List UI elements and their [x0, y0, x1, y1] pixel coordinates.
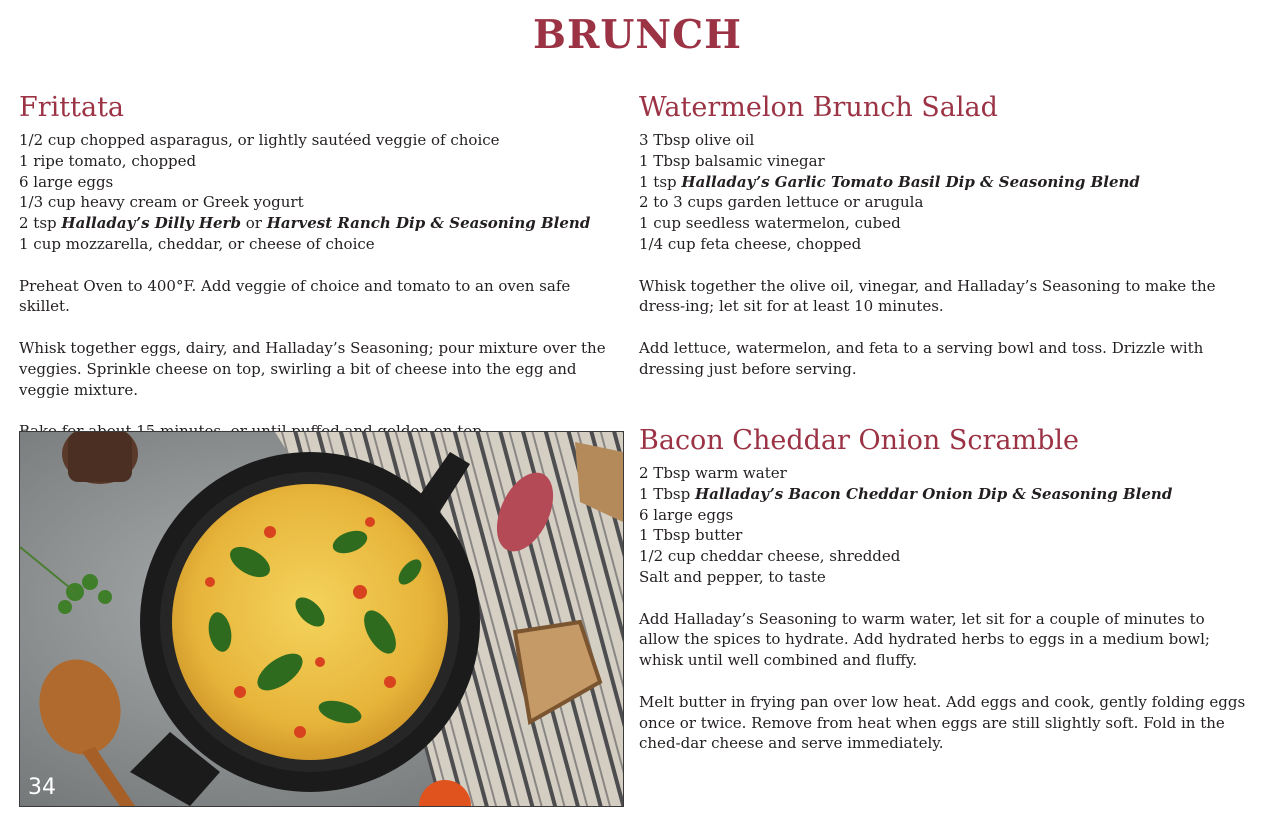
ingredient-qty: 2 tsp: [19, 214, 62, 233]
ingredient-qty: 1 tsp: [639, 172, 682, 191]
instruction-step: Whisk together the olive oil, vinegar, and Halladay’s Seasoning to make the dress-ing; let sit for at least 10 minutes.: [639, 276, 1216, 316]
ingredient-qty: 1 Tbsp: [639, 484, 695, 503]
ingredient-item: [19, 213, 619, 234]
recipe-title-frittata: Frittata: [19, 92, 125, 123]
ingredient-item: 1 Tbsp balsamic vinegar: [639, 151, 825, 170]
page-title: BRUNCH: [533, 12, 742, 58]
recipe-frittata: [19, 90, 619, 442]
recipe-title-watermelon: Watermelon Brunch Salad: [639, 92, 998, 123]
seasoning-name: Halladay’s Dilly Herb: [61, 214, 241, 233]
ingredient-item: 1/2 cup cheddar cheese, shredded: [639, 547, 901, 566]
ingredient-item: 1 cup seedless watermelon, cubed: [639, 214, 901, 233]
ingredient-item: 1/2 cup chopped asparagus, or lightly sautéed veggie of choice: [19, 131, 500, 149]
ingredient-item: 2 Tbsp warm water: [639, 464, 787, 482]
ingredient-item: 6 large eggs: [639, 505, 734, 524]
seasoning-name: Halladay’s Bacon Cheddar Onion Dip & Seasoning Blend: [695, 484, 1173, 503]
ingredient-item: 2 to 3 cups garden lettuce or arugula: [639, 193, 924, 212]
seasoning-name: Harvest Ranch Dip & Seasoning Blend: [266, 214, 591, 233]
ingredient-item: 1/4 cup feta cheese, chopped: [639, 234, 862, 253]
ingredient-item: 1/3 cup heavy cream or Greek yogurt: [19, 193, 304, 212]
instruction-step: Preheat Oven to 400°F. Add veggie of choice and tomato to an oven safe skillet.: [19, 276, 571, 316]
ingredient-item: 1 ripe tomato, chopped: [19, 151, 197, 170]
ingredient-item: 3 Tbsp olive oil: [639, 131, 755, 149]
frittata-photo: [19, 431, 624, 807]
ingredient-list: [639, 130, 1239, 255]
instruction-step: Whisk together eggs, dairy, and Halladay’s Seasoning; pour mixture over the veggies. Sprinkle cheese on top, swirling a bit of cheese into the egg and veggie mixture.: [19, 338, 606, 399]
instruction-step: Add Halladay’s Seasoning to warm water, let sit for a couple of minutes to allow the spices to hydrate. Add hydrated herbs to eggs in a medium bowl; whisk until well combined and fluffy.: [639, 609, 1210, 670]
ingredient-item: Salt and pepper, to taste: [639, 567, 826, 586]
ingredient-item: 6 large eggs: [19, 172, 114, 191]
recipe-title-scramble: Bacon Cheddar Onion Scramble: [639, 425, 1079, 456]
ingredient-item: 1 cup mozzarella, cheddar, or cheese of choice: [19, 234, 375, 253]
ingredient-list: [19, 130, 619, 255]
ingredient-list: [639, 463, 1249, 588]
ingredient-item: [639, 484, 1249, 505]
ingredient-item: [639, 172, 1239, 193]
page-number: 34: [28, 775, 56, 800]
instruction-step: Melt butter in frying pan over low heat. Add eggs and cook, gently folding eggs once or twice. Remove from heat when eggs are still slightly soft. Fold in the ched-dar cheese and serve immediately.: [639, 692, 1246, 753]
ingredient-connector: or: [240, 214, 267, 233]
recipe-watermelon-salad: [639, 90, 1239, 380]
frittata-photo-icon: [20, 432, 623, 806]
recipe-scramble: [639, 423, 1249, 754]
ingredient-item: 1 Tbsp butter: [639, 526, 743, 545]
seasoning-name: Halladay’s Garlic Tomato Basil Dip & Seasoning Blend: [681, 172, 1140, 191]
instruction-step: Add lettuce, watermelon, and feta to a serving bowl and toss. Drizzle with dressing just before serving.: [639, 338, 1204, 378]
